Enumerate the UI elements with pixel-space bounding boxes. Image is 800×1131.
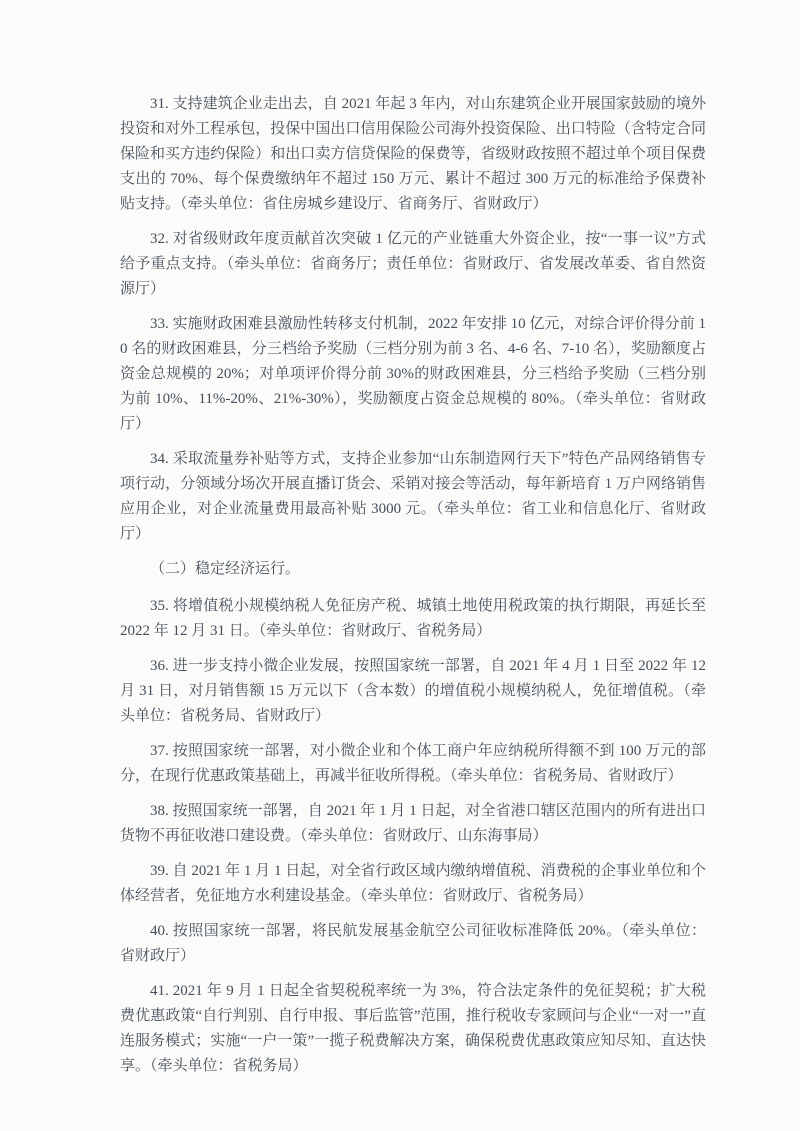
policy-item-34: 34. 采取流量券补贴等方式，支持企业参加“山东制造网行天下”特色产品网络销售专项行动，分领域分场次开展直播订货会、采销对接会等活动，每年新培育 1 万户网络销售应用企业，对企业流量费用最高补贴 3000 元。（牵头单位：省工业和信息化厅、省财政厅） [120, 451, 706, 542]
policy-item-38: 38. 按照国家统一部署，自 2021 年 1 月 1 日起，对全省港口辖区范围内的所有进出口货物不再征收港口建设费。（牵头单位：省财政厅、山东海事局） [120, 803, 706, 844]
policy-item-35: 35. 将增值税小规模纳税人免征房产税、城镇土地使用税政策的执行期限，再延长至 2022 年 12 月 31 日。（牵头单位：省财政厅、省税务局） [120, 598, 706, 639]
policy-item-39: 39. 自 2021 年 1 月 1 日起，对全省行政区域内缴纳增值税、消费税的企事业单位和个体经营者，免征地方水利建设基金。（牵头单位：省财政厅、省税务局） [120, 863, 706, 904]
policy-item-31: 31. 支持建筑企业走出去，自 2021 年起 3 年内，对山东建筑企业开展国家鼓励的境外投资和对外工程承包，投保中国出口信用保险公司海外投资保险、出口特险（含特定合同保险和买方违约保险）和出口卖方信贷保险的保费等，省级财政按照不超过单个项目保费支出的 70%、每个保费缴纳年不超过 150 万元、累计不超过 300 万元的标准给予保费补贴支持。（牵头单位：省住房城乡建设厅、省商务厅、省财政厅） [120, 96, 706, 212]
policy-item-33: 33. 实施财政困难县激励性转移支付机制，2022 年安排 10 亿元，对综合评价得分前 10 名的财政困难县，分三档给予奖励（三档分别为前 3 名、4-6 名、7-10 名），奖励额度占资金总规模的 20%；对单项评价得分前 30%的财政困难县，分三档给予奖励（三档分别为前 10%、11%-20%、21%-30%），奖励额度占资金总规模的 80%。（牵头单位：省财政厅） [120, 316, 706, 432]
policy-item-40: 40. 按照国家统一部署，将民航发展基金航空公司征收标准降低 20%。（牵头单位：省财政厅） [120, 923, 706, 964]
policy-item-41: 41. 2021 年 9 月 1 日起全省契税税率统一为 3%，符合法定条件的免征契税；扩大税费优惠政策“自行判别、自行申报、事后监管”范围，推行税收专家顾问与企业“一对一”直连服务模式；实施“一户一策”一揽子税费解决方案，确保税费优惠政策应知尽知、直达快享。（牵头单位：省税务局） [120, 983, 706, 1074]
policy-item-32: 32. 对省级财政年度贡献首次突破 1 亿元的产业链重大外资企业，按“一事一议”方式给予重点支持。（牵头单位：省商务厅；责任单位：省财政厅、省发展改革委、省自然资源厅） [120, 231, 706, 297]
policy-item-37: 37. 按照国家统一部署，对小微企业和个体工商户年应纳税所得额不到 100 万元的部分，在现行优惠政策基础上，再减半征收所得税。（牵头单位：省税务局、省财政厅） [120, 743, 706, 784]
policy-item-36: 36. 进一步支持小微企业发展，按照国家统一部署，自 2021 年 4 月 1 日至 2022 年 12 月 31 日，对月销售额 15 万元以下（含本数）的增值税小规模纳税人，免征增值税。（牵头单位：省税务局、省财政厅） [120, 658, 706, 724]
section-heading: （二）稳定经济运行。 [150, 561, 301, 577]
